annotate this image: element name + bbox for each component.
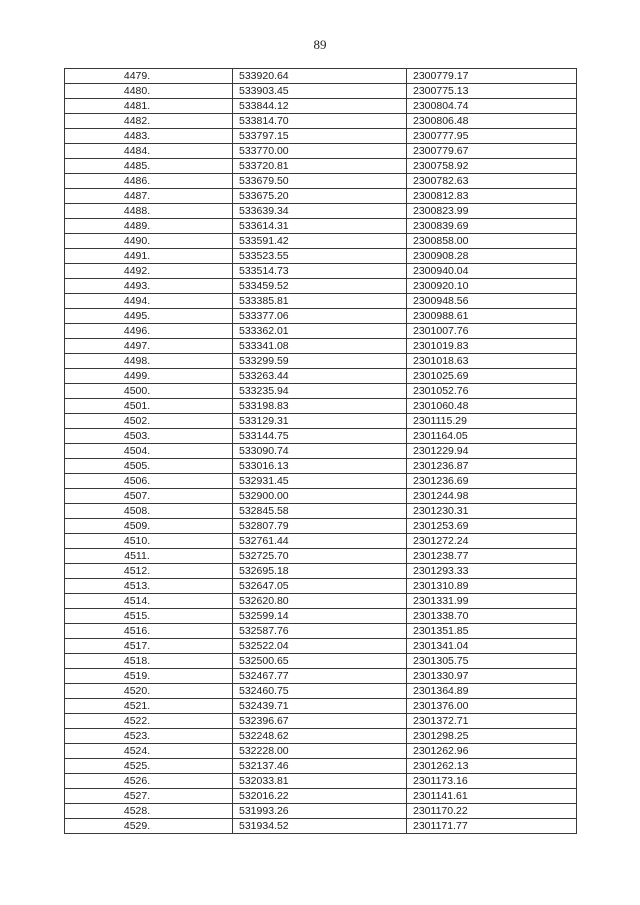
x-coordinate-cell: 533144.75 <box>233 429 407 444</box>
x-coordinate-cell: 532620.80 <box>233 594 407 609</box>
table-row <box>65 309 577 324</box>
table-row <box>65 699 577 714</box>
y-coordinate-cell: 2300908.28 <box>407 249 577 264</box>
y-coordinate-cell: 2300782.63 <box>407 174 577 189</box>
y-coordinate-cell: 2300777.95 <box>407 129 577 144</box>
y-coordinate-cell: 2301229.94 <box>407 444 577 459</box>
x-coordinate-cell: 533903.45 <box>233 84 407 99</box>
x-coordinate-cell: 532807.79 <box>233 519 407 534</box>
table-row <box>65 189 577 204</box>
table-row <box>65 474 577 489</box>
y-coordinate-cell: 2301115.29 <box>407 414 577 429</box>
table-row <box>65 609 577 624</box>
table-row <box>65 114 577 129</box>
table-row <box>65 339 577 354</box>
y-coordinate-cell: 2301060.48 <box>407 399 577 414</box>
point-number-cell: 4528. <box>65 804 233 819</box>
table-row <box>65 639 577 654</box>
y-coordinate-cell: 2301244.98 <box>407 489 577 504</box>
point-number-cell: 4525. <box>65 759 233 774</box>
y-coordinate-cell: 2300775.13 <box>407 84 577 99</box>
x-coordinate-cell: 532695.18 <box>233 564 407 579</box>
y-coordinate-cell: 2300812.83 <box>407 189 577 204</box>
point-number-cell: 4487. <box>65 189 233 204</box>
y-coordinate-cell: 2301018.63 <box>407 354 577 369</box>
y-coordinate-cell: 2300988.61 <box>407 309 577 324</box>
table-row <box>65 414 577 429</box>
point-number-cell: 4488. <box>65 204 233 219</box>
table-row <box>65 264 577 279</box>
x-coordinate-cell: 532900.00 <box>233 489 407 504</box>
point-number-cell: 4492. <box>65 264 233 279</box>
y-coordinate-cell: 2301007.76 <box>407 324 577 339</box>
x-coordinate-cell: 532248.62 <box>233 729 407 744</box>
x-coordinate-cell: 532016.22 <box>233 789 407 804</box>
point-number-cell: 4484. <box>65 144 233 159</box>
point-number-cell: 4508. <box>65 504 233 519</box>
y-coordinate-cell: 2301019.83 <box>407 339 577 354</box>
x-coordinate-cell: 532587.76 <box>233 624 407 639</box>
point-number-cell: 4512. <box>65 564 233 579</box>
point-number-cell: 4501. <box>65 399 233 414</box>
table-row <box>65 819 577 834</box>
table-row <box>65 69 577 84</box>
y-coordinate-cell: 2301141.61 <box>407 789 577 804</box>
table-row <box>65 384 577 399</box>
y-coordinate-cell: 2301364.89 <box>407 684 577 699</box>
y-coordinate-cell: 2301272.24 <box>407 534 577 549</box>
y-coordinate-cell: 2301173.16 <box>407 774 577 789</box>
y-coordinate-cell: 2301293.33 <box>407 564 577 579</box>
y-coordinate-cell: 2301171.77 <box>407 819 577 834</box>
y-coordinate-cell: 2301338.70 <box>407 609 577 624</box>
table-row <box>65 519 577 534</box>
y-coordinate-cell: 2300940.04 <box>407 264 577 279</box>
x-coordinate-cell: 533263.44 <box>233 369 407 384</box>
table-row <box>65 354 577 369</box>
y-coordinate-cell: 2301236.87 <box>407 459 577 474</box>
y-coordinate-cell: 2300823.99 <box>407 204 577 219</box>
x-coordinate-cell: 532439.71 <box>233 699 407 714</box>
point-number-cell: 4515. <box>65 609 233 624</box>
point-number-cell: 4523. <box>65 729 233 744</box>
y-coordinate-cell: 2301351.85 <box>407 624 577 639</box>
x-coordinate-cell: 532033.81 <box>233 774 407 789</box>
table-row <box>65 234 577 249</box>
table-row <box>65 99 577 114</box>
x-coordinate-cell: 533198.83 <box>233 399 407 414</box>
table-row <box>65 219 577 234</box>
y-coordinate-cell: 2300779.17 <box>407 69 577 84</box>
x-coordinate-cell: 531993.26 <box>233 804 407 819</box>
point-number-cell: 4503. <box>65 429 233 444</box>
point-number-cell: 4490. <box>65 234 233 249</box>
point-number-cell: 4482. <box>65 114 233 129</box>
x-coordinate-cell: 533129.31 <box>233 414 407 429</box>
table-row <box>65 564 577 579</box>
x-coordinate-cell: 532137.46 <box>233 759 407 774</box>
x-coordinate-cell: 533385.81 <box>233 294 407 309</box>
x-coordinate-cell: 533614.31 <box>233 219 407 234</box>
y-coordinate-cell: 2301236.69 <box>407 474 577 489</box>
y-coordinate-cell: 2300920.10 <box>407 279 577 294</box>
table-row <box>65 744 577 759</box>
point-number-cell: 4529. <box>65 819 233 834</box>
x-coordinate-cell: 532647.05 <box>233 579 407 594</box>
table-row <box>65 804 577 819</box>
point-number-cell: 4513. <box>65 579 233 594</box>
y-coordinate-cell: 2301262.96 <box>407 744 577 759</box>
coordinates-table-body <box>65 69 577 834</box>
point-number-cell: 4509. <box>65 519 233 534</box>
x-coordinate-cell: 532725.70 <box>233 549 407 564</box>
x-coordinate-cell: 533844.12 <box>233 99 407 114</box>
table-row <box>65 249 577 264</box>
x-coordinate-cell: 533362.01 <box>233 324 407 339</box>
point-number-cell: 4493. <box>65 279 233 294</box>
point-number-cell: 4510. <box>65 534 233 549</box>
y-coordinate-cell: 2301331.99 <box>407 594 577 609</box>
table-row <box>65 324 577 339</box>
y-coordinate-cell: 2301310.89 <box>407 579 577 594</box>
table-row <box>65 579 577 594</box>
table-row <box>65 789 577 804</box>
table-row <box>65 129 577 144</box>
table-row <box>65 294 577 309</box>
table-row <box>65 624 577 639</box>
x-coordinate-cell: 532522.04 <box>233 639 407 654</box>
point-number-cell: 4502. <box>65 414 233 429</box>
x-coordinate-cell: 533377.06 <box>233 309 407 324</box>
x-coordinate-cell: 533016.13 <box>233 459 407 474</box>
x-coordinate-cell: 533235.94 <box>233 384 407 399</box>
y-coordinate-cell: 2301330.97 <box>407 669 577 684</box>
point-number-cell: 4496. <box>65 324 233 339</box>
table-row <box>65 669 577 684</box>
x-coordinate-cell: 532396.67 <box>233 714 407 729</box>
point-number-cell: 4485. <box>65 159 233 174</box>
x-coordinate-cell: 532460.75 <box>233 684 407 699</box>
x-coordinate-cell: 532845.58 <box>233 504 407 519</box>
table-row <box>65 714 577 729</box>
table-row <box>65 429 577 444</box>
table-row <box>65 504 577 519</box>
point-number-cell: 4494. <box>65 294 233 309</box>
y-coordinate-cell: 2300779.67 <box>407 144 577 159</box>
x-coordinate-cell: 533299.59 <box>233 354 407 369</box>
table-row <box>65 729 577 744</box>
x-coordinate-cell: 533090.74 <box>233 444 407 459</box>
x-coordinate-cell: 533639.34 <box>233 204 407 219</box>
y-coordinate-cell: 2301164.05 <box>407 429 577 444</box>
point-number-cell: 4514. <box>65 594 233 609</box>
point-number-cell: 4519. <box>65 669 233 684</box>
y-coordinate-cell: 2301376.00 <box>407 699 577 714</box>
y-coordinate-cell: 2300806.48 <box>407 114 577 129</box>
point-number-cell: 4506. <box>65 474 233 489</box>
y-coordinate-cell: 2301298.25 <box>407 729 577 744</box>
table-row <box>65 774 577 789</box>
x-coordinate-cell: 533675.20 <box>233 189 407 204</box>
x-coordinate-cell: 533770.00 <box>233 144 407 159</box>
table-row <box>65 444 577 459</box>
point-number-cell: 4499. <box>65 369 233 384</box>
point-number-cell: 4521. <box>65 699 233 714</box>
x-coordinate-cell: 532599.14 <box>233 609 407 624</box>
point-number-cell: 4480. <box>65 84 233 99</box>
y-coordinate-cell: 2301238.77 <box>407 549 577 564</box>
table-row <box>65 489 577 504</box>
point-number-cell: 4524. <box>65 744 233 759</box>
y-coordinate-cell: 2300758.92 <box>407 159 577 174</box>
y-coordinate-cell: 2301253.69 <box>407 519 577 534</box>
y-coordinate-cell: 2301052.76 <box>407 384 577 399</box>
x-coordinate-cell: 533523.55 <box>233 249 407 264</box>
table-row <box>65 369 577 384</box>
coordinates-table <box>64 68 577 834</box>
x-coordinate-cell: 533341.08 <box>233 339 407 354</box>
table-row <box>65 159 577 174</box>
x-coordinate-cell: 532761.44 <box>233 534 407 549</box>
y-coordinate-cell: 2300839.69 <box>407 219 577 234</box>
x-coordinate-cell: 533920.64 <box>233 69 407 84</box>
point-number-cell: 4483. <box>65 129 233 144</box>
point-number-cell: 4479. <box>65 69 233 84</box>
table-row <box>65 459 577 474</box>
point-number-cell: 4495. <box>65 309 233 324</box>
page-number: 89 <box>313 37 327 52</box>
table-row <box>65 534 577 549</box>
x-coordinate-cell: 533797.15 <box>233 129 407 144</box>
x-coordinate-cell: 533591.42 <box>233 234 407 249</box>
point-number-cell: 4481. <box>65 99 233 114</box>
point-number-cell: 4504. <box>65 444 233 459</box>
point-number-cell: 4518. <box>65 654 233 669</box>
x-coordinate-cell: 531934.52 <box>233 819 407 834</box>
point-number-cell: 4517. <box>65 639 233 654</box>
x-coordinate-cell: 532931.45 <box>233 474 407 489</box>
table-row <box>65 654 577 669</box>
point-number-cell: 4491. <box>65 249 233 264</box>
x-coordinate-cell: 533814.70 <box>233 114 407 129</box>
x-coordinate-cell: 532228.00 <box>233 744 407 759</box>
y-coordinate-cell: 2301230.31 <box>407 504 577 519</box>
y-coordinate-cell: 2301341.04 <box>407 639 577 654</box>
point-number-cell: 4520. <box>65 684 233 699</box>
y-coordinate-cell: 2300948.56 <box>407 294 577 309</box>
point-number-cell: 4498. <box>65 354 233 369</box>
x-coordinate-cell: 533514.73 <box>233 264 407 279</box>
table-row <box>65 549 577 564</box>
y-coordinate-cell: 2300858.00 <box>407 234 577 249</box>
x-coordinate-cell: 533459.52 <box>233 279 407 294</box>
y-coordinate-cell: 2301305.75 <box>407 654 577 669</box>
y-coordinate-cell: 2301025.69 <box>407 369 577 384</box>
table-row <box>65 684 577 699</box>
table-row <box>65 279 577 294</box>
y-coordinate-cell: 2301372.71 <box>407 714 577 729</box>
table-row <box>65 174 577 189</box>
table-row <box>65 144 577 159</box>
point-number-cell: 4527. <box>65 789 233 804</box>
point-number-cell: 4486. <box>65 174 233 189</box>
point-number-cell: 4507. <box>65 489 233 504</box>
x-coordinate-cell: 533720.81 <box>233 159 407 174</box>
point-number-cell: 4489. <box>65 219 233 234</box>
point-number-cell: 4522. <box>65 714 233 729</box>
y-coordinate-cell: 2300804.74 <box>407 99 577 114</box>
point-number-cell: 4500. <box>65 384 233 399</box>
table-row <box>65 84 577 99</box>
y-coordinate-cell: 2301262.13 <box>407 759 577 774</box>
x-coordinate-cell: 532467.77 <box>233 669 407 684</box>
point-number-cell: 4505. <box>65 459 233 474</box>
table-row <box>65 759 577 774</box>
table-row <box>65 399 577 414</box>
point-number-cell: 4526. <box>65 774 233 789</box>
x-coordinate-cell: 533679.50 <box>233 174 407 189</box>
table-row <box>65 204 577 219</box>
x-coordinate-cell: 532500.65 <box>233 654 407 669</box>
y-coordinate-cell: 2301170.22 <box>407 804 577 819</box>
point-number-cell: 4516. <box>65 624 233 639</box>
point-number-cell: 4497. <box>65 339 233 354</box>
table-row <box>65 594 577 609</box>
point-number-cell: 4511. <box>65 549 233 564</box>
